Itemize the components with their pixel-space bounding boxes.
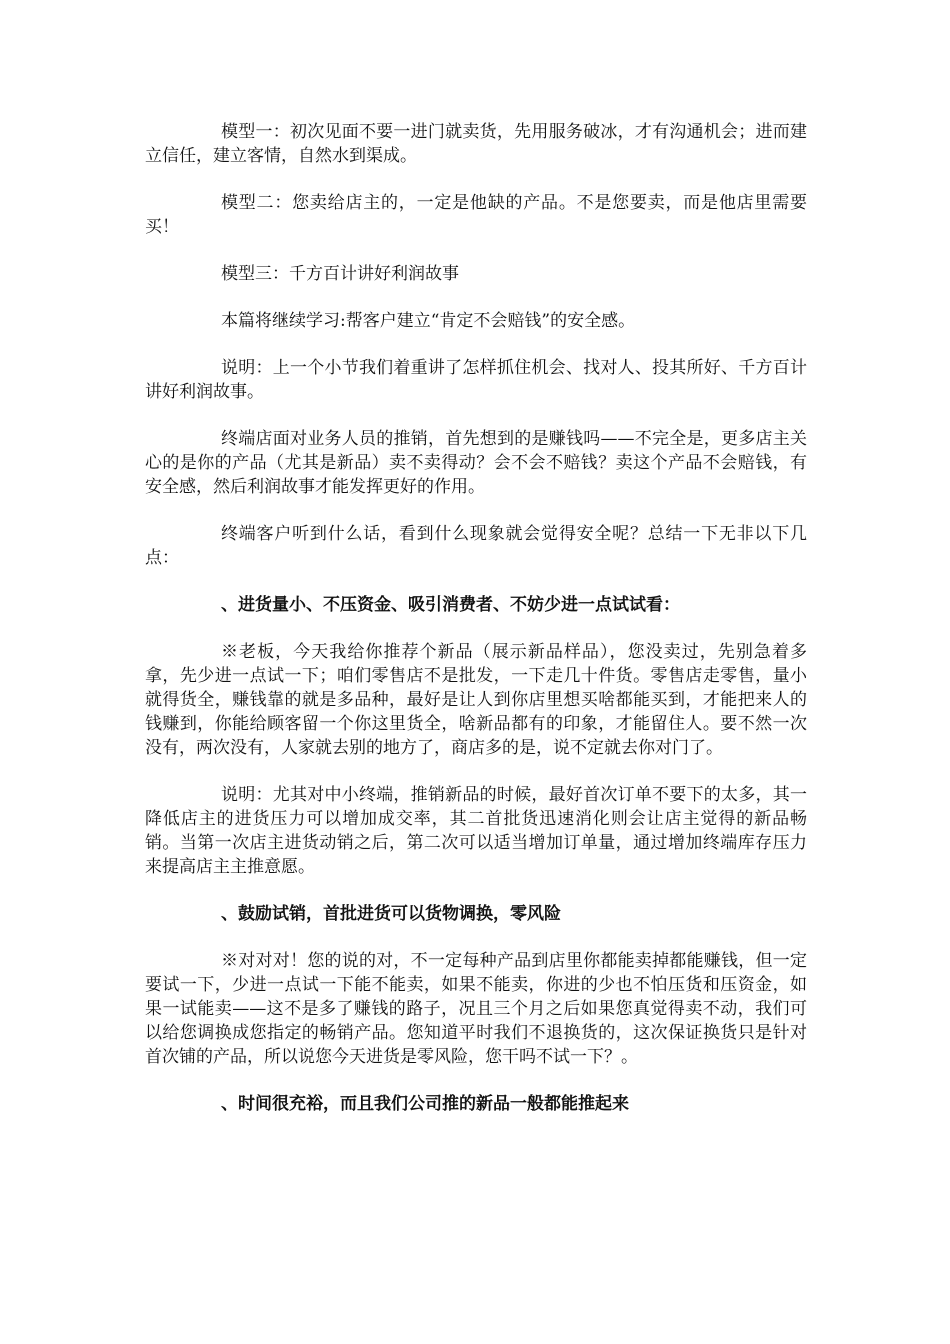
section-heading-1: 、进货量小、不压资金、吸引消费者、不妨少进一点试试看： — [221, 595, 680, 615]
paragraph-model-one: 模型一：初次见面不要一进门就卖货，先用服务破冰，才有沟通机会；进而建立信任，建立客情，自然水到渠成。 — [145, 122, 807, 166]
paragraph-model-three: 模型三：千方百计讲好利润故事 — [221, 264, 459, 284]
paragraph-intro: 本篇将继续学习:帮客户建立“肯定不会赔钱”的安全感。 — [221, 311, 636, 331]
paragraph-pitch-2: ※对对对！您的说的对，不一定每种产品到店里你都能卖掉都能赚钱，但一定要试一下，少进一点试一下能不能卖，如果不能卖，你进的少也不怕压货和压资金，如果一试能卖——这不是多了赚钱的路子，况且三个月之后如果您真觉得卖不动，我们可以给您调换成您指定的畅销产品。您知道平时我们不退换货的，这次保证换货只是针对首次铺的产品，所以说您今天进货是零风险，您干吗不试一下？。 — [145, 951, 807, 1067]
paragraph-body-2: 终端客户听到什么话，看到什么现象就会觉得安全呢？总结一下无非以下几点： — [145, 524, 807, 568]
section-heading-2: 、鼓励试销，首批进货可以货物调换，零风险 — [221, 904, 561, 924]
paragraph-note-2: 说明：尤其对中小终端，推销新品的时候，最好首次订单不要下的太多，其一降低店主的进货压力可以增加成交率，其二首批货迅速消化则会让店主觉得的新品畅销。当第一次店主进货动销之后，第二次可以适当增加订单量，通过增加终端库存压力来提高店主主推意愿。 — [145, 785, 807, 877]
document-body — [145, 120, 807, 1139]
section-heading-3: 、时间很充裕，而且我们公司推的新品一般都能推起来 — [221, 1094, 629, 1114]
paragraph-model-two: 模型二：您卖给店主的，一定是他缺的产品。不是您要卖，而是他店里需要买！ — [145, 193, 807, 237]
paragraph-note-1: 说明：上一个小节我们着重讲了怎样抓住机会、找对人、投其所好、千方百计讲好利润故事。 — [145, 358, 807, 402]
paragraph-pitch-1: ※老板，今天我给你推荐个新品（展示新品样品），您没卖过，先别急着多拿，先少进一点试一下；咱们零售店不是批发，一下走几十件货。零售店走零售，量小就得货全，赚钱靠的就是多品种，最好是让人到你店里想买啥都能买到，才能把来人的钱赚到，你能给顾客留一个你这里货全，啥新品都有的印象，才能留住人。要不然一次没有，两次没有，人家就去别的地方了，商店多的是，说不定就去你对门了。 — [145, 642, 807, 758]
paragraph-body-1: 终端店面对业务人员的推销，首先想到的是赚钱吗——不完全是，更多店主关心的是你的产品（尤其是新品）卖不卖得动？会不会不赔钱？卖这个产品不会赔钱，有安全感，然后利润故事才能发挥更好的作用。 — [145, 429, 807, 497]
